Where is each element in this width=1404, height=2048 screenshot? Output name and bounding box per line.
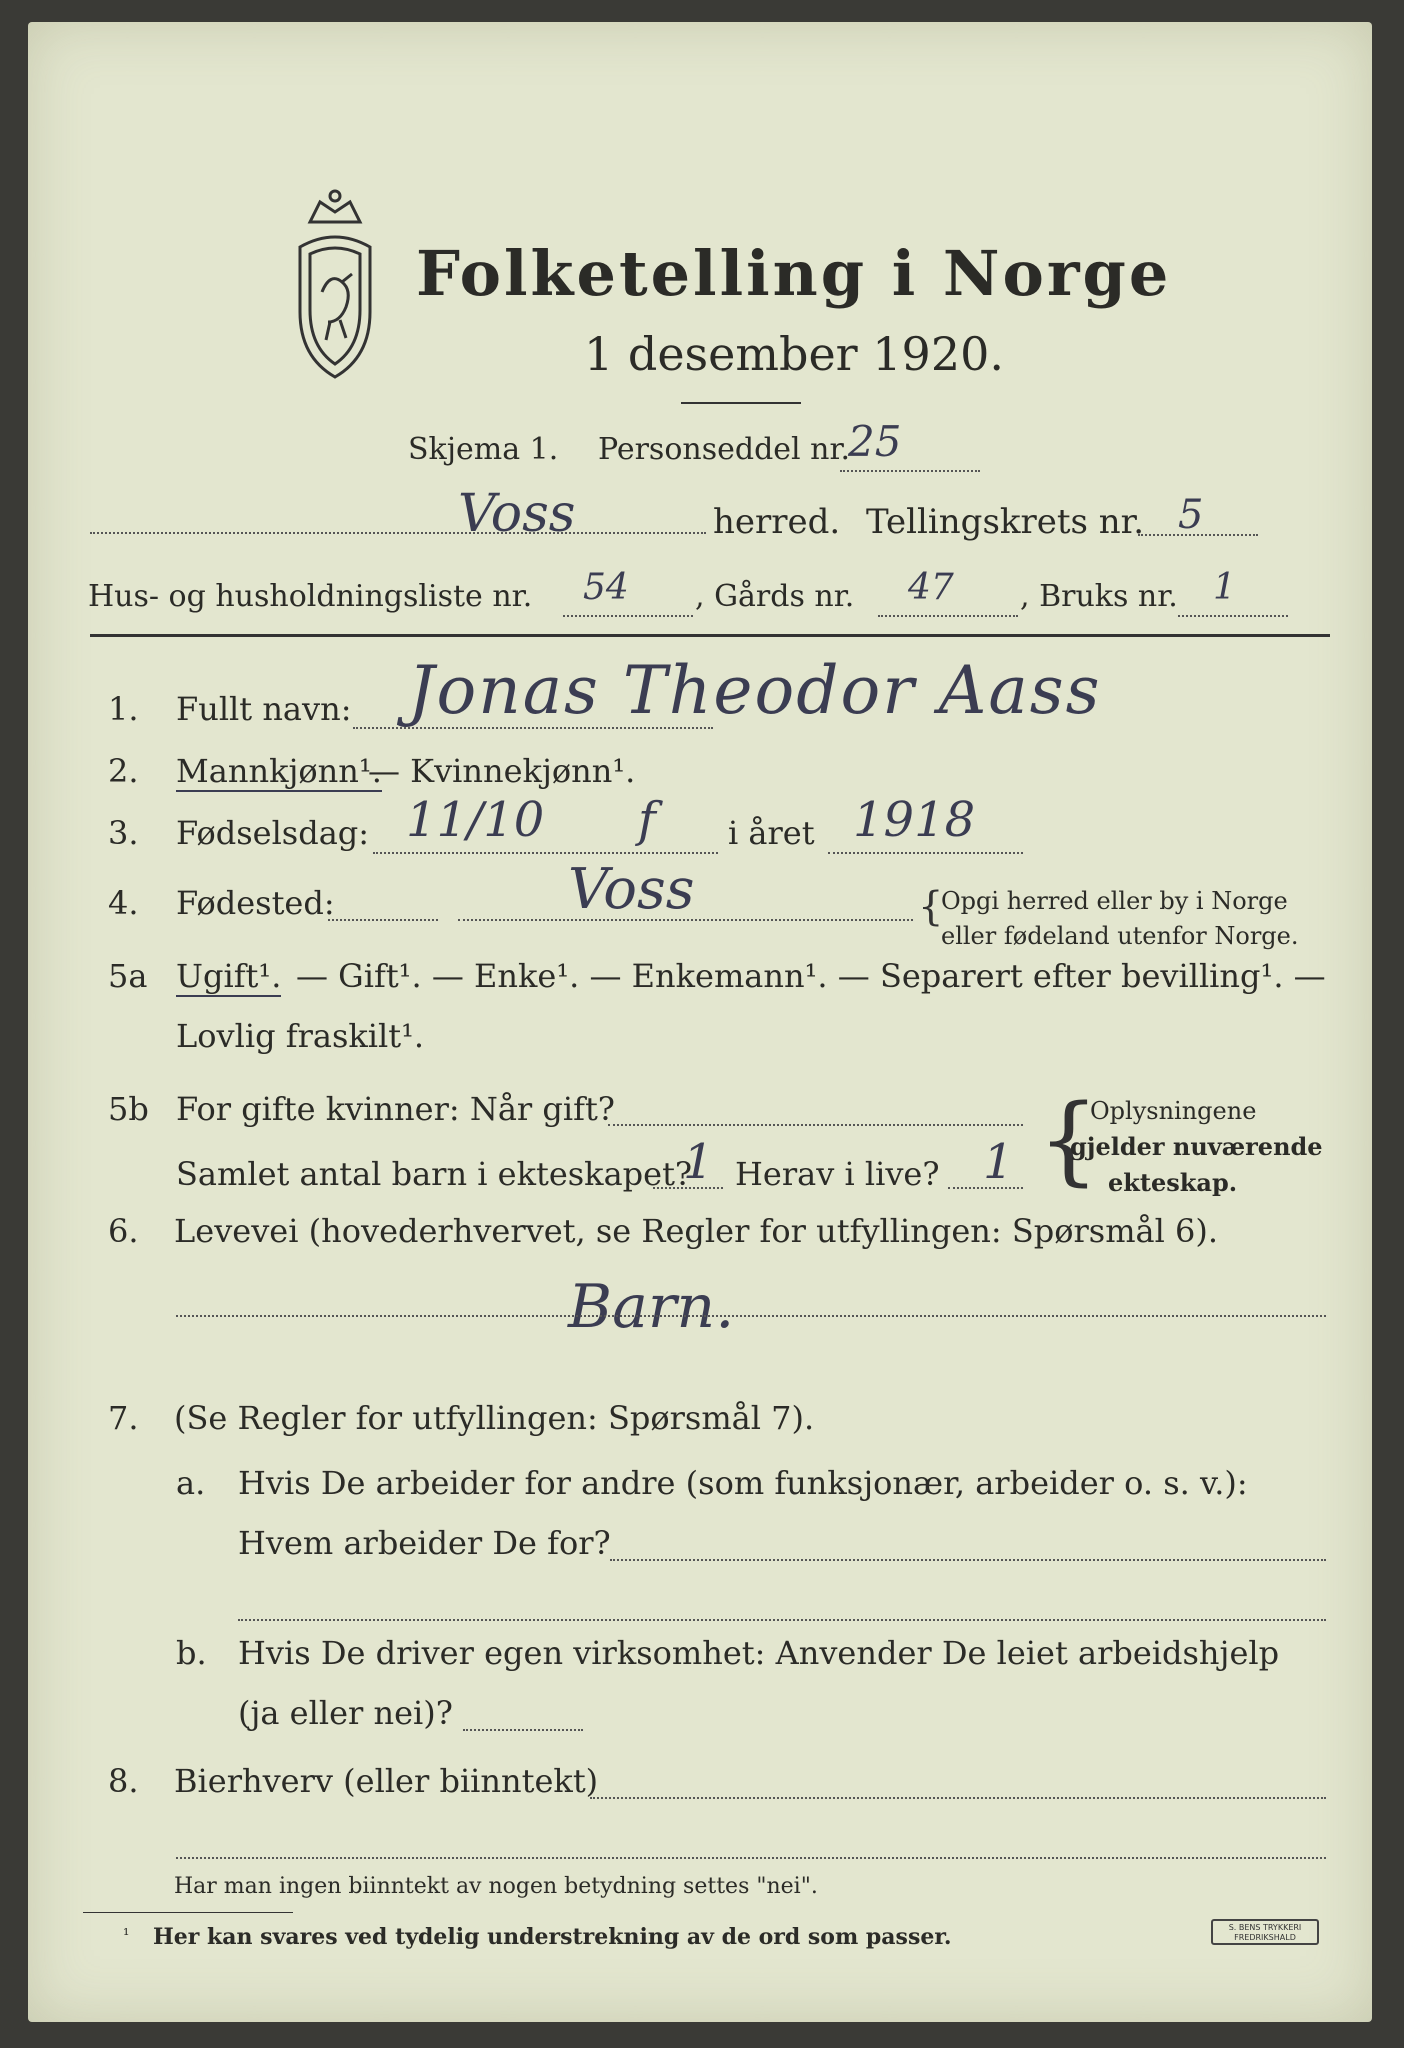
q5b-children-line xyxy=(653,1187,723,1189)
q6-label: Levevei (hovederhvervet, se Regler for utfyllingen: Spørsmål 6). xyxy=(174,1212,1219,1250)
q8-extra-line xyxy=(176,1857,1326,1859)
bruks-label: , Bruks nr. xyxy=(1020,579,1178,614)
norwegian-coat-of-arms-icon xyxy=(280,182,390,382)
q4-birthplace: Voss xyxy=(568,857,695,922)
q6-occupation-value: Barn. xyxy=(568,1272,735,1342)
schema-label: Skjema 1. xyxy=(408,432,559,467)
personseddel-line xyxy=(840,470,980,472)
q6-line xyxy=(176,1315,1326,1317)
q7a-extra-line xyxy=(238,1619,1326,1621)
q5b-brace: { xyxy=(1038,1084,1100,1196)
tellingskrets-line xyxy=(1138,534,1258,536)
q3-birthdate: 11/10 xyxy=(406,792,545,848)
q3-label: Fødselsdag: xyxy=(176,814,370,852)
footnote-rule xyxy=(83,1912,293,1913)
q3-number: 3. xyxy=(108,814,139,852)
q5b-alive-value: 1 xyxy=(983,1134,1014,1190)
q2-male-option: Mannkjønn¹. xyxy=(176,752,382,790)
title-divider xyxy=(681,402,801,404)
q5b-children-label: Samlet antal barn i ekteskapet? xyxy=(176,1155,693,1193)
q5b-alive-label: Herav i live? xyxy=(735,1155,940,1193)
q5b-alive-line xyxy=(948,1187,1023,1189)
q7-number: 7. xyxy=(108,1399,139,1437)
q7a-label: Hvis De arbeider for andre (som funksjonær, arbeider o. s. v.): xyxy=(238,1464,1248,1502)
gards-value: 47 xyxy=(908,567,954,608)
census-date: 1 desember 1920. xyxy=(584,327,1004,381)
q4-note-line1: Opgi herred eller by i Norge xyxy=(941,887,1288,915)
household-list-label: Hus- og husholdningsliste nr. xyxy=(88,579,533,614)
herred-label: herred. xyxy=(713,502,841,542)
herred-value: Voss xyxy=(458,484,576,544)
printer-stamp xyxy=(1211,1919,1319,1945)
q4-line-b xyxy=(458,919,913,921)
q5b-note-line3: ekteskap. xyxy=(1108,1168,1238,1197)
q4-note-line2: eller fødeland utenfor Norge. xyxy=(941,922,1299,950)
q3-line xyxy=(373,852,718,854)
personseddel-value: 25 xyxy=(848,417,902,466)
q5a-divorced-option: Lovlig fraskilt¹. xyxy=(176,1017,425,1055)
q7b-label: Hvis De driver egen virksomhet: Anvender De leiet arbeidshjelp xyxy=(238,1634,1280,1672)
q1-label: Fullt navn: xyxy=(176,690,352,728)
stamp-line2: FREDRIKSHALD xyxy=(1234,1933,1296,1942)
tellingskrets-label: Tellingskrets nr. xyxy=(866,502,1145,542)
bruks-line xyxy=(1178,615,1288,617)
q6-number: 6. xyxy=(108,1212,139,1250)
form-title: Folketelling i Norge xyxy=(416,237,1172,310)
q5b-when-married-line xyxy=(608,1124,1023,1126)
q8-label: Bierhverv (eller biinntekt) xyxy=(174,1762,599,1800)
q7b-answer-label: (ja eller nei)? xyxy=(238,1694,453,1732)
q5a-other-options: — Gift¹. — Enke¹. — Enkemann¹. — Separert efter bevilling¹. — xyxy=(296,957,1326,995)
personseddel-label: Personseddel nr. xyxy=(598,432,851,467)
q8-number: 8. xyxy=(108,1762,139,1800)
q5b-note-line2: gjelder nuværende xyxy=(1070,1132,1323,1161)
q7a-employer-label: Hvem arbeider De for? xyxy=(238,1524,611,1562)
tellingskrets-value: 5 xyxy=(1178,492,1204,538)
gards-label: , Gårds nr. xyxy=(695,579,855,614)
q2-female-option: — Kvinnekjønn¹. xyxy=(368,752,636,790)
q4-label: Fødested: xyxy=(176,884,335,922)
q5a-ugift-option: Ugift¹. xyxy=(176,957,282,995)
q5b-note-line1: Oplysningene xyxy=(1090,1097,1257,1125)
q8-line xyxy=(590,1797,1326,1799)
q7a-letter: a. xyxy=(176,1464,206,1502)
q3-year-value: 1918 xyxy=(853,792,976,848)
q2-number: 2. xyxy=(108,752,139,790)
q5b-children-value: 1 xyxy=(683,1134,714,1190)
q1-full-name: Jonas Theodor Aass xyxy=(408,652,1102,729)
herred-line xyxy=(90,532,706,534)
q3-birthdate-mark: f xyxy=(638,792,656,848)
q4-number: 4. xyxy=(108,884,139,922)
household-list-value: 54 xyxy=(583,567,629,608)
gards-line xyxy=(878,615,1018,617)
footer-note: Har man ingen biinntekt av nogen betydning settes "nei". xyxy=(174,1874,818,1899)
header-rule xyxy=(90,634,1330,637)
stamp-line1: S. BENS TRYKKERI xyxy=(1228,1923,1302,1932)
footnote-mark: ¹ xyxy=(123,1925,130,1944)
q3-year-line xyxy=(828,852,1023,854)
q4-brace: { xyxy=(918,884,944,930)
bruks-value: 1 xyxy=(1213,567,1236,608)
q5b-when-married-label: For gifte kvinner: Når gift? xyxy=(176,1090,615,1128)
q1-line xyxy=(353,727,713,729)
q7b-answer-line xyxy=(463,1729,583,1731)
q7a-employer-line xyxy=(610,1559,1326,1561)
q5a-number: 5a xyxy=(108,957,148,995)
q1-number: 1. xyxy=(108,690,139,728)
q3-year-label: i året xyxy=(728,814,815,852)
census-form-sheet xyxy=(28,22,1372,2022)
q7b-letter: b. xyxy=(176,1634,207,1672)
q4-line-a xyxy=(328,919,438,921)
q5b-number: 5b xyxy=(108,1090,149,1128)
household-list-line xyxy=(563,615,693,617)
footnote-text: Her kan svares ved tydelig understrekning av de ord som passer. xyxy=(153,1924,952,1950)
q7-label: (Se Regler for utfyllingen: Spørsmål 7). xyxy=(174,1399,815,1437)
